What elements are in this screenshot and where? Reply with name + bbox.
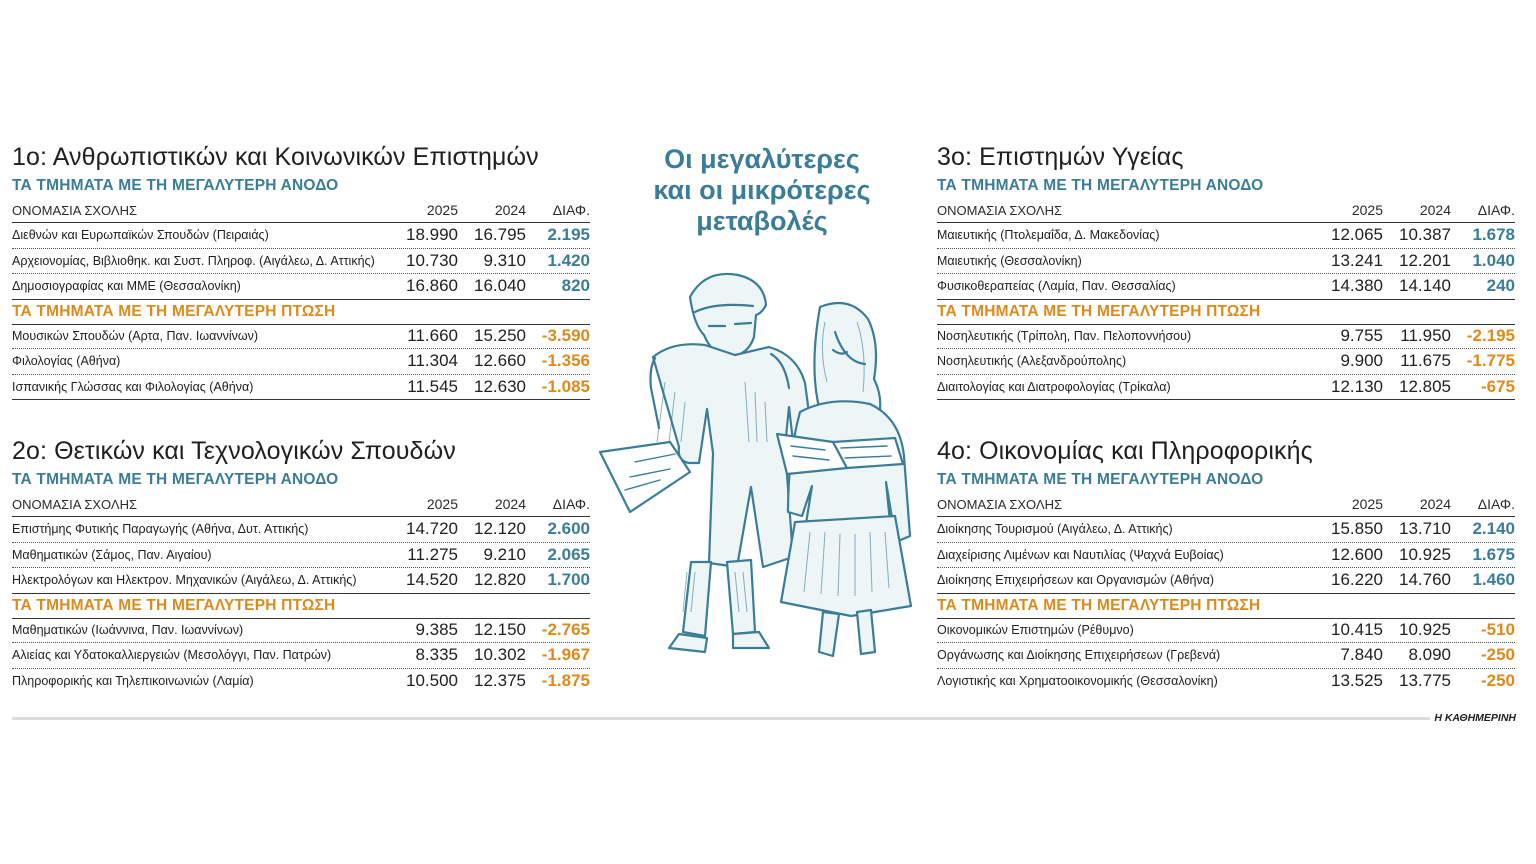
value-2025: 15.850 bbox=[1331, 519, 1383, 539]
table-header bbox=[937, 492, 1515, 517]
table-row bbox=[937, 375, 1515, 401]
table-row bbox=[937, 543, 1515, 569]
table-row bbox=[937, 517, 1515, 543]
col-2024-header: 2024 bbox=[494, 496, 526, 512]
panel-4 bbox=[937, 434, 1515, 694]
table-row bbox=[937, 274, 1515, 300]
value-2024: 14.760 bbox=[1399, 570, 1451, 590]
col-name-header: ΟΝΟΜΑΣΙΑ ΣΧΟΛΗΣ bbox=[937, 496, 1063, 512]
school-name: Ισπανικής Γλώσσας και Φιλολογίας (Αθήνα) bbox=[12, 379, 254, 394]
center-title-line-2: και οι μικρότερες bbox=[653, 175, 871, 205]
panel-title: 1ο: Ανθρωπιστικών και Κοινωνικών Επιστημών bbox=[12, 143, 539, 171]
value-diff: 1.040 bbox=[1472, 250, 1515, 270]
table-row bbox=[12, 543, 590, 569]
value-diff: -1.356 bbox=[541, 351, 590, 371]
value-2024: 9.310 bbox=[483, 250, 526, 270]
value-diff: 240 bbox=[1486, 276, 1515, 296]
value-2024: 10.302 bbox=[474, 645, 526, 665]
value-diff: -1.085 bbox=[541, 376, 590, 396]
value-diff: -2.195 bbox=[1466, 326, 1515, 346]
school-name: Πληροφορικής και Τηλεπικοινωνιών (Λαμία) bbox=[12, 674, 254, 689]
school-name: Αρχειονομίας, Βιβλιοθηκ. και Συστ. Πληροφ. (Αιγάλεω, Δ. Αττικής) bbox=[12, 253, 375, 268]
value-2024: 14.140 bbox=[1399, 276, 1451, 296]
table-row bbox=[12, 618, 590, 644]
value-diff: 1.700 bbox=[547, 570, 590, 590]
school-name: Ηλεκτρολόγων και Ηλεκτρον. Μηχανικών (Αιγάλεω, Δ. Αττικής) bbox=[12, 573, 357, 588]
table-row bbox=[12, 223, 590, 249]
fall-heading: ΤΑ ΤΜΗΜΑΤΑ ΜΕ ΤΗ ΜΕΓΑΛΥΤΕΡΗ ΠΤΩΣΗ bbox=[12, 302, 336, 320]
panel-3 bbox=[937, 140, 1515, 400]
table-row bbox=[12, 375, 590, 401]
value-diff: 2.065 bbox=[547, 544, 590, 564]
rise-heading: ΤΑ ΤΜΗΜΑΤΑ ΜΕ ΤΗ ΜΕΓΑΛΥΤΕΡΗ ΑΝΟΔΟ bbox=[937, 471, 1264, 488]
school-name: Δημοσιογραφίας και ΜΜΕ (Θεσσαλονίκη) bbox=[12, 279, 241, 294]
center-title bbox=[612, 144, 912, 237]
value-diff: 1.420 bbox=[547, 250, 590, 270]
col-2025-header: 2025 bbox=[426, 496, 458, 512]
school-name: Αλιείας και Υδατοκαλλιεργειών (Μεσολόγγι, Παν. Πατρών) bbox=[12, 648, 332, 663]
value-2024: 12.805 bbox=[1399, 376, 1451, 396]
table-row bbox=[12, 568, 590, 594]
value-2024: 12.120 bbox=[474, 519, 526, 539]
col-2025-header: 2025 bbox=[1351, 202, 1383, 218]
value-2025: 12.130 bbox=[1331, 376, 1383, 396]
center-title-line-3: μεταβολές bbox=[696, 206, 828, 236]
value-2024: 10.387 bbox=[1399, 225, 1451, 245]
school-name: Επιστήμης Φυτικής Παραγωγής (Αθήνα, Δυτ. Αττικής) bbox=[12, 522, 309, 537]
value-2025: 11.304 bbox=[407, 351, 458, 371]
col-2025-header: 2025 bbox=[426, 202, 458, 218]
value-2025: 14.520 bbox=[406, 570, 458, 590]
value-diff: -1.875 bbox=[541, 671, 590, 691]
table-header bbox=[12, 492, 590, 517]
value-2025: 9.900 bbox=[1340, 351, 1383, 371]
school-name: Διαιτολογίας και Διατροφολογίας (Τρίκαλα) bbox=[937, 379, 1171, 394]
value-2024: 12.820 bbox=[474, 570, 526, 590]
table-row bbox=[937, 223, 1515, 249]
value-2024: 15.250 bbox=[474, 326, 526, 346]
school-name: Μαθηματικών (Ιωάννινα, Παν. Ιωαννίνων) bbox=[12, 623, 244, 638]
table-row bbox=[12, 517, 590, 543]
fall-heading: ΤΑ ΤΜΗΜΑΤΑ ΜΕ ΤΗ ΜΕΓΑΛΥΤΕΡΗ ΠΤΩΣΗ bbox=[937, 302, 1261, 320]
value-diff: 2.140 bbox=[1472, 519, 1515, 539]
value-2024: 10.925 bbox=[1399, 620, 1451, 640]
rise-heading: ΤΑ ΤΜΗΜΑΤΑ ΜΕ ΤΗ ΜΕΓΑΛΥΤΕΡΗ ΑΝΟΔΟ bbox=[937, 177, 1264, 194]
table-row bbox=[12, 274, 590, 300]
value-diff: 820 bbox=[561, 276, 590, 296]
bottom-rule bbox=[12, 717, 1516, 720]
table-row bbox=[12, 249, 590, 275]
table-header bbox=[937, 198, 1515, 223]
col-2024-header: 2024 bbox=[1419, 496, 1451, 512]
panel-title: 2ο: Θετικών και Τεχνολογικών Σπουδών bbox=[12, 437, 456, 465]
value-2024: 12.660 bbox=[474, 351, 526, 371]
value-2024: 12.630 bbox=[474, 376, 526, 396]
value-2024: 13.710 bbox=[1399, 519, 1451, 539]
value-2025: 7.840 bbox=[1340, 645, 1383, 665]
value-2025: 16.220 bbox=[1331, 570, 1383, 590]
school-name: Διαχείρισης Λιμένων και Ναυτιλίας (Ψαχνά Ευβοίας) bbox=[937, 547, 1224, 562]
school-name: Διεθνών και Ευρωπαϊκών Σπουδών (Πειραιάς) bbox=[12, 228, 269, 243]
col-2024-header: 2024 bbox=[494, 202, 526, 218]
school-name: Μαθηματικών (Σάμος, Παν. Αιγαίου) bbox=[12, 547, 212, 562]
col-2025-header: 2025 bbox=[1351, 496, 1383, 512]
table-header bbox=[12, 198, 590, 223]
school-name: Οργάνωσης και Διοίκησης Επιχειρήσεων (Γρεβενά) bbox=[937, 648, 1221, 663]
school-name: Φιλολογίας (Αθήνα) bbox=[12, 354, 121, 369]
col-diff-header: ΔΙΑΦ. bbox=[1477, 496, 1515, 512]
school-name: Οικονομικών Επιστημών (Ρέθυμνο) bbox=[937, 623, 1134, 638]
value-2024: 11.950 bbox=[1400, 326, 1451, 346]
value-2025: 14.720 bbox=[406, 519, 458, 539]
col-name-header: ΟΝΟΜΑΣΙΑ ΣΧΟΛΗΣ bbox=[12, 496, 138, 512]
value-diff: -250 bbox=[1480, 645, 1515, 665]
value-diff: -510 bbox=[1480, 620, 1515, 640]
value-2024: 12.201 bbox=[1399, 250, 1451, 270]
school-name: Νοσηλευτικής (Τρίπολη, Παν. Πελοποννήσου) bbox=[937, 329, 1192, 344]
rise-heading: ΤΑ ΤΜΗΜΑΤΑ ΜΕ ΤΗ ΜΕΓΑΛΥΤΕΡΗ ΑΝΟΔΟ bbox=[12, 471, 339, 488]
students-illustration bbox=[595, 262, 935, 672]
value-2025: 11.660 bbox=[407, 326, 458, 346]
value-2025: 16.860 bbox=[406, 276, 458, 296]
value-diff: 1.675 bbox=[1472, 544, 1515, 564]
value-2025: 9.385 bbox=[415, 620, 458, 640]
value-diff: -675 bbox=[1480, 376, 1515, 396]
school-name: Νοσηλευτικής (Αλεξανδρούπολης) bbox=[937, 354, 1127, 369]
value-2025: 13.241 bbox=[1331, 250, 1383, 270]
value-2025: 14.380 bbox=[1331, 276, 1383, 296]
panel-2 bbox=[12, 434, 590, 694]
value-diff: 2.195 bbox=[547, 225, 590, 245]
value-2024: 16.795 bbox=[474, 225, 526, 245]
value-2025: 9.755 bbox=[1340, 326, 1383, 346]
school-name: Μουσικών Σπουδών (Αρτα, Παν. Ιωαννίνων) bbox=[12, 329, 259, 344]
center-title-line-1: Οι μεγαλύτερες bbox=[664, 144, 860, 174]
panel-1 bbox=[12, 140, 590, 400]
value-diff: -1.775 bbox=[1466, 351, 1515, 371]
school-name: Λογιστικής και Χρηματοοικονομικής (Θεσσαλονίκη) bbox=[937, 674, 1218, 689]
publisher-credit: Η ΚΑΘΗΜΕΡΙΝΗ bbox=[1430, 712, 1516, 724]
value-2024: 8.090 bbox=[1408, 645, 1451, 665]
school-name: Μαιευτικής (Πτολεμαΐδα, Δ. Μακεδονίας) bbox=[937, 228, 1160, 243]
school-name: Διοίκησης Τουρισμού (Αιγάλεω, Δ. Αττικής) bbox=[937, 522, 1173, 537]
value-2025: 11.545 bbox=[407, 376, 458, 396]
table-row bbox=[937, 618, 1515, 644]
table-row bbox=[12, 349, 590, 375]
value-2025: 13.525 bbox=[1331, 671, 1383, 691]
panel-title: 4ο: Οικονομίας και Πληροφορικής bbox=[937, 437, 1313, 465]
school-name: Φυσικοθεραπείας (Λαμία, Παν. Θεσσαλίας) bbox=[937, 279, 1176, 294]
value-2024: 10.925 bbox=[1399, 544, 1451, 564]
value-2025: 12.600 bbox=[1331, 544, 1383, 564]
value-diff: -250 bbox=[1480, 671, 1515, 691]
value-2024: 9.210 bbox=[483, 544, 526, 564]
rise-heading: ΤΑ ΤΜΗΜΑΤΑ ΜΕ ΤΗ ΜΕΓΑΛΥΤΕΡΗ ΑΝΟΔΟ bbox=[12, 177, 339, 194]
col-diff-header: ΔΙΑΦ. bbox=[552, 496, 590, 512]
table-row bbox=[937, 324, 1515, 350]
school-name: Μαιευτικής (Θεσσαλονίκη) bbox=[937, 253, 1082, 268]
value-2024: 12.150 bbox=[474, 620, 526, 640]
value-2025: 8.335 bbox=[415, 645, 458, 665]
col-name-header: ΟΝΟΜΑΣΙΑ ΣΧΟΛΗΣ bbox=[12, 202, 138, 218]
value-2025: 12.065 bbox=[1331, 225, 1383, 245]
table-row bbox=[12, 669, 590, 695]
value-2024: 12.375 bbox=[474, 671, 526, 691]
value-2025: 10.415 bbox=[1331, 620, 1383, 640]
value-diff: -2.765 bbox=[541, 620, 590, 640]
value-2025: 11.275 bbox=[407, 544, 458, 564]
table-row bbox=[937, 349, 1515, 375]
table-row bbox=[12, 643, 590, 669]
value-2024: 11.675 bbox=[1400, 351, 1451, 371]
fall-heading: ΤΑ ΤΜΗΜΑΤΑ ΜΕ ΤΗ ΜΕΓΑΛΥΤΕΡΗ ΠΤΩΣΗ bbox=[937, 596, 1261, 614]
table-row bbox=[937, 249, 1515, 275]
col-2024-header: 2024 bbox=[1419, 202, 1451, 218]
table-row bbox=[937, 669, 1515, 695]
col-name-header: ΟΝΟΜΑΣΙΑ ΣΧΟΛΗΣ bbox=[937, 202, 1063, 218]
fall-heading: ΤΑ ΤΜΗΜΑΤΑ ΜΕ ΤΗ ΜΕΓΑΛΥΤΕΡΗ ΠΤΩΣΗ bbox=[12, 596, 336, 614]
value-diff: -3.590 bbox=[541, 326, 590, 346]
value-2025: 10.730 bbox=[406, 250, 458, 270]
table-row bbox=[937, 643, 1515, 669]
table-row bbox=[937, 568, 1515, 594]
value-2025: 18.990 bbox=[406, 225, 458, 245]
value-2024: 16.040 bbox=[474, 276, 526, 296]
value-diff: -1.967 bbox=[541, 645, 590, 665]
table-row bbox=[12, 324, 590, 350]
value-diff: 1.678 bbox=[1472, 225, 1515, 245]
value-2024: 13.775 bbox=[1399, 671, 1451, 691]
value-diff: 1.460 bbox=[1472, 570, 1515, 590]
school-name: Διοίκησης Επιχειρήσεων και Οργανισμών (Αθήνα) bbox=[937, 573, 1215, 588]
col-diff-header: ΔΙΑΦ. bbox=[552, 202, 590, 218]
col-diff-header: ΔΙΑΦ. bbox=[1477, 202, 1515, 218]
value-2025: 10.500 bbox=[406, 671, 458, 691]
value-diff: 2.600 bbox=[547, 519, 590, 539]
panel-title: 3ο: Επιστημών Υγείας bbox=[937, 143, 1184, 171]
